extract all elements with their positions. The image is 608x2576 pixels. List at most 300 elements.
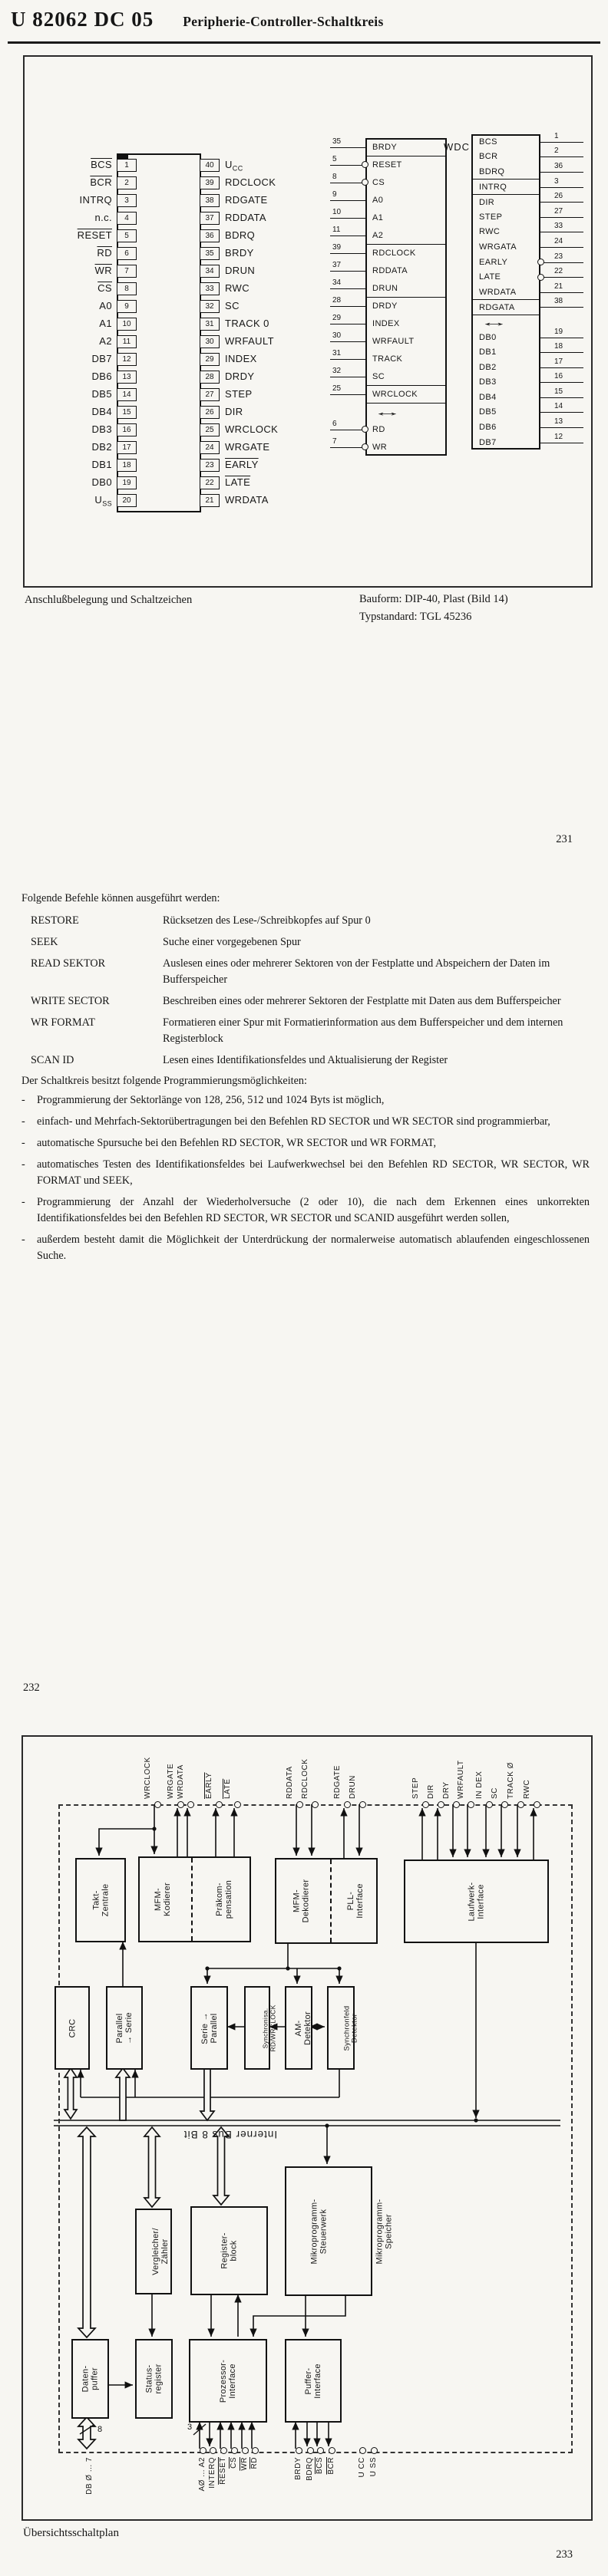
pin-wire: 5 [330, 156, 365, 173]
symbol-row [471, 344, 583, 360]
command-desc: Formatieren einer Spur mit Formatierinformation aus dem Bufferspeicher und dem internen Registerblock [163, 1016, 563, 1045]
terminal: LATE [234, 1801, 240, 1807]
pin-wire: 19 [540, 330, 583, 345]
pin-number: 37 [200, 212, 220, 225]
command-name: WRITE SECTOR [31, 995, 110, 1007]
signal-label: BCS [479, 137, 497, 147]
signal-label: DB3 [479, 377, 497, 387]
pin-wire: 2 [540, 150, 583, 165]
terminal-circle [312, 1801, 319, 1808]
dip-pin-row [200, 192, 299, 209]
pin-wire: 9 [330, 191, 365, 209]
signal-label: DB2 [479, 362, 497, 372]
terminal: EARLY [216, 1801, 222, 1807]
bauform: Bauform: DIP-40, Plast (Bild 14) [359, 593, 508, 605]
signal-label: WRCLOCK [365, 385, 447, 404]
signal-label: TRACK [372, 354, 403, 364]
dip-pin-row [200, 456, 299, 474]
pin-label: RDCLOCK [225, 176, 276, 188]
terminal-circle [242, 2447, 249, 2454]
dash-marker: - [21, 1094, 25, 1106]
terminal: U SS [371, 2447, 377, 2453]
pin-wire: 8 [330, 173, 365, 191]
command-desc: Auslesen eines oder mehrerer Sektoren von der Festplatte und Abspeichern der Daten im Bufferspeicher [163, 957, 550, 986]
symbol-row [471, 269, 583, 285]
dip-pin-row [200, 368, 299, 386]
inversion-bubble [362, 443, 368, 450]
symbol-row [330, 173, 447, 191]
pin-wire: 38 [540, 300, 583, 315]
symbol-row [330, 403, 447, 420]
signal-label: BDRQ [479, 166, 505, 176]
pin-wire: 6 [330, 420, 365, 438]
dip-pin-row [46, 192, 137, 209]
pin-number: 31 [200, 318, 220, 331]
dip-pin-row [46, 404, 137, 421]
diagram-block: AM- Detektor [285, 1986, 312, 2070]
dip-pin-row [200, 421, 299, 439]
pin-label: DB0 [91, 476, 112, 488]
dash-marker: - [21, 1196, 25, 1208]
page-number-231: 231 [556, 833, 573, 845]
pin-wire: 29 [330, 315, 365, 332]
dip-pin-row [46, 421, 137, 439]
pin-label: $\overline{RD}$ [97, 246, 112, 259]
symbol-row [330, 262, 447, 279]
command-list [31, 913, 590, 1069]
signal-label: SC [372, 371, 385, 381]
dip-pin-row [46, 368, 137, 386]
pin-wire: 31 [330, 350, 365, 367]
terminal: BRDY [296, 2447, 302, 2453]
pin-number: 12 [117, 353, 137, 366]
dip-pin-row [46, 245, 137, 262]
terminal: RESET [220, 2447, 226, 2453]
terminal-circle [422, 1801, 429, 1808]
symbol-row [330, 350, 447, 367]
body-text-231 [21, 617, 590, 619]
diagram-block: Synchronfeld Detektor [327, 1986, 355, 2070]
pin-label: WRDATA [225, 493, 269, 506]
terminal: $\overline{WR}$ [242, 2447, 248, 2453]
dip-pin-row [46, 474, 137, 492]
signal-label: A1 [372, 212, 384, 222]
pin-wire: 33 [540, 225, 583, 240]
pin-number: 34 [200, 265, 220, 278]
dip-pin-row [200, 439, 299, 456]
signal-label: DB4 [479, 392, 497, 402]
pin-number: 19 [117, 476, 137, 489]
symbol-row [471, 176, 583, 195]
feature-item: - Programmierung der Anzahl der Wiederholversuche (2 oder 10), die nach dem Erkennen eines unkorrekten Identifikationsfeldes bei den Befehlen RD SECTOR, WR SECTOR und SCANID ausgeführt werden sollen, [21, 1194, 590, 1227]
terminal: $\overline{CS}$ [231, 2447, 237, 2453]
pin-wire: 34 [330, 279, 365, 297]
signal-label: EARLY [479, 257, 508, 267]
pin-wire: 3 [540, 180, 583, 195]
pin-label: DB5 [91, 387, 112, 400]
dip-pin-row [46, 280, 137, 298]
part-number: U 82062 DC 05 [11, 8, 154, 31]
inversion-bubble [362, 179, 368, 186]
symbol-row [471, 282, 583, 300]
pin-wire: 26 [540, 194, 583, 209]
symbol-row [471, 206, 583, 225]
diagram-block: Prozessor- Interface [189, 2339, 267, 2423]
pin-wire: 32 [330, 367, 365, 385]
dip-pin-row [46, 156, 137, 174]
symbol-row [471, 357, 583, 375]
symbol-row [330, 297, 447, 315]
signal-label: DRUN [372, 283, 398, 293]
symbol-row [471, 161, 583, 180]
dip-pin-row [46, 456, 137, 474]
pin-number: 22 [200, 476, 220, 489]
pin-number: 23 [200, 459, 220, 472]
pin-wire: 12 [540, 435, 583, 450]
page-title: Peripherie-Controller-Schaltkreis [183, 14, 384, 29]
diagram-block: Takt- Zentrale [75, 1858, 126, 1942]
pin-label: $U_{SS}$ [94, 493, 112, 508]
pin-wire: 7 [330, 438, 365, 456]
terminal-circle [371, 2447, 378, 2454]
symbol-row [471, 236, 583, 255]
terminal: RDCLOCK [312, 1801, 318, 1807]
pin-label: LATE [225, 476, 251, 488]
pin-number: 1 [117, 159, 137, 172]
symbol-row [471, 327, 583, 345]
terminal: RDDATA [296, 1801, 302, 1807]
signal-label: RESET [365, 156, 447, 174]
terminal: $\overline{BCR}$ [329, 2447, 335, 2453]
pin-wire: 14 [540, 405, 583, 420]
inversion-bubble [362, 426, 368, 433]
signal-label: CS [372, 177, 385, 187]
terminal-circle [453, 1801, 460, 1808]
command-desc: Lesen eines Identifikationsfeldes und Aktualisierung der Register [163, 1054, 448, 1066]
terminal: WRGATE [177, 1801, 183, 1807]
inversion-bubble [537, 259, 544, 265]
pin-label: $U_{CC}$ [225, 158, 243, 173]
terminal: WRDATA [187, 1801, 193, 1807]
dip-pin-row [200, 280, 299, 298]
dip-pin-row [200, 351, 299, 368]
pin-wire: 27 [540, 209, 583, 225]
symbol-row [471, 147, 583, 165]
block-divider [191, 1858, 193, 1941]
signal-label: RD [372, 424, 385, 434]
mikroprogramm-block: Mikroprogramm- Steuerwerk Mikroprogramm- Speicher [285, 2166, 372, 2296]
block-diagram [21, 1735, 593, 2521]
signal-label: WRFAULT [372, 336, 415, 346]
pin-number: 2 [117, 176, 137, 189]
pin-label: $\overline{BCS}$ [91, 158, 112, 170]
command-desc: Suche einer vorgegebenen Spur [163, 936, 301, 948]
pin-number: 8 [117, 282, 137, 295]
feature-list [21, 1092, 590, 1264]
pin-label: DIR [225, 405, 243, 417]
pin-wire: 23 [540, 255, 583, 270]
dip-pin-row [200, 174, 299, 192]
pin-number: 25 [200, 423, 220, 436]
diagram-caption: Übersichtsschaltplan [23, 2527, 119, 2539]
terminal-circle [534, 1801, 540, 1808]
pin-number: 14 [117, 388, 137, 401]
diagram-split-block: MFM- Dekodierer PLL- Interface [275, 1858, 378, 1944]
symbol-row [471, 297, 583, 315]
terminal: INTERQ [210, 2447, 216, 2453]
pin-wire: 10 [330, 209, 365, 226]
page-number-232: 232 [23, 1682, 40, 1694]
pin-number: 5 [117, 229, 137, 242]
terminal-circle [296, 1801, 303, 1808]
diagram-block: Puffer- Interface [285, 2339, 342, 2423]
pin-wire: 24 [540, 239, 583, 255]
symbol-row [471, 417, 583, 435]
pin-wire: 1 [540, 134, 583, 150]
pin-wire: 30 [330, 332, 365, 350]
dip-left-pins [46, 156, 137, 509]
pin-number: 35 [200, 247, 220, 260]
signal-label: BCR [479, 152, 498, 162]
command-name: READ SEKTOR [31, 957, 106, 970]
pin-label: DB4 [91, 405, 112, 417]
signal-label: RWC [479, 227, 501, 237]
diagram-block: Daten- puffer [71, 2339, 109, 2419]
pin-number: 21 [200, 494, 220, 507]
pin-label: $\overline{BCR}$ [90, 176, 112, 188]
pin-label: DB2 [91, 440, 112, 453]
inversion-bubble [362, 161, 368, 168]
symbol-row [330, 156, 447, 173]
pin-number: 29 [200, 353, 220, 366]
command-desc: Beschreiben eines oder mehrerer Sektoren der Festplatte mit Daten aus dem Bufferspeicher [163, 995, 561, 1007]
package-info [359, 591, 508, 626]
signal-label: DB5 [479, 407, 497, 417]
pin-number: 9 [117, 300, 137, 313]
pin-label: WRGATE [225, 440, 270, 453]
dip-pin-row [200, 209, 299, 227]
svg-text:3: 3 [187, 2423, 193, 2432]
terminal-circle [329, 2447, 335, 2454]
schaltzeichen [330, 130, 583, 468]
signal-label: RDCLOCK [365, 244, 447, 262]
pin-number: 10 [117, 318, 137, 331]
pin-number: 6 [117, 247, 137, 260]
pin-wire: 17 [540, 360, 583, 375]
terminal: WRCLOCK [154, 1801, 160, 1807]
pin-number: 11 [117, 335, 137, 348]
pin-wire: 36 [540, 164, 583, 180]
signal-label: INDEX [372, 318, 400, 328]
pin-number: 7 [117, 265, 137, 278]
diagram-block: Serie → Parallel [190, 1986, 228, 2070]
pin-label: BRDY [225, 246, 254, 259]
dip-pin-row [200, 404, 299, 421]
terminal: RWC [534, 1801, 540, 1807]
dash-marker: - [21, 1234, 25, 1246]
terminal: U CC [359, 2447, 365, 2453]
terminal: WRFAULT [468, 1801, 474, 1807]
pin-label: TRACK 0 [225, 317, 269, 329]
symbol-row [330, 332, 447, 350]
dip-pin-row [46, 333, 137, 351]
signal-label: ↔ [471, 315, 540, 331]
pin-wire: 11 [330, 226, 365, 244]
symbol-row [330, 191, 447, 209]
terminal-circle [468, 1801, 474, 1808]
pin-label: DB3 [91, 423, 112, 435]
symbol-row [471, 315, 583, 330]
terminal-circle [210, 2447, 216, 2454]
pin-number: 17 [117, 441, 137, 454]
dip-pin-row [200, 474, 299, 492]
signal-label: STEP [479, 212, 503, 222]
figure1-caption: Anschlußbelegung und Schaltzeichen [25, 594, 193, 606]
pin-label: SC [225, 299, 240, 311]
pin-label: $\overline{CS}$ [97, 282, 112, 294]
dip-pin-row [200, 156, 299, 174]
symbol-row [471, 372, 583, 390]
pin-number: 38 [200, 194, 220, 207]
pin-label: RDGATE [225, 193, 268, 206]
terminal-circle [200, 2447, 207, 2454]
feature-item: - automatische Spursuche bei den Befehlen RD SECTOR, WR SECTOR und WR FORMAT, [21, 1135, 590, 1151]
terminal-circle [296, 2447, 302, 2454]
pin-wire: 28 [330, 297, 365, 315]
terminal: TRACK Ø [517, 1801, 524, 1807]
pin-label: EARLY [225, 458, 259, 470]
terminal: SC [501, 1801, 507, 1807]
symbol-row [330, 315, 447, 332]
wdc-label: WDC [444, 141, 471, 153]
symbol-row [471, 131, 583, 150]
pin-number: 27 [200, 388, 220, 401]
symbol-left-box [330, 138, 447, 456]
terminal-circle [220, 2447, 227, 2454]
dip-pin-row [46, 209, 137, 227]
feature-item: - Programmierung der Sektorlänge von 128, 256, 512 und 1024 Byts ist möglich, [21, 1092, 590, 1108]
typstandard: Typstandard: TGL 45236 [359, 611, 472, 623]
dash-marker: - [21, 1158, 25, 1171]
feature-item: - einfach- und Mehrfach-Sektorübertragungen bei den Befehlen RD SECTOR und WR SECTOR sind programmierbar, [21, 1114, 590, 1130]
dip-pin-row [200, 298, 299, 315]
dip-pin-row [46, 439, 137, 456]
diagram-split-block: MFM- Kodierer Präkom- pensation [138, 1856, 251, 1942]
pin-number: 13 [117, 371, 137, 384]
feature-item: - außerdem besteht damit die Möglichkeit der Unterdrückung der normalerweise automatisch ablaufenden eingeschlossenen Suche. [21, 1232, 590, 1264]
signal-label: INTRQ [471, 179, 540, 195]
signal-label: A0 [372, 195, 384, 205]
signal-label: LATE [479, 272, 501, 282]
signal-label: WRDATA [479, 287, 517, 297]
pin-wire: 21 [540, 285, 583, 300]
terminal-circle [517, 1801, 524, 1808]
diagram-block: Register- block [190, 2206, 268, 2295]
signal-label: WRGATA [479, 242, 517, 252]
pin-wire: 25 [330, 385, 365, 403]
terminal-circle [486, 1801, 493, 1808]
dash-marker: - [21, 1137, 25, 1149]
dip-pin-row [200, 386, 299, 404]
terminal: STEP [422, 1801, 428, 1807]
pin-wire: 18 [540, 344, 583, 360]
symbol-row [471, 402, 583, 420]
pin-wire: 22 [540, 269, 583, 285]
signal-label: RDDATA [372, 265, 408, 275]
pin-number: 15 [117, 406, 137, 419]
pin-wire: 15 [540, 390, 583, 405]
dip-pin-row [200, 315, 299, 333]
pin-number: 36 [200, 229, 220, 242]
symbol-right-box [471, 131, 583, 450]
symbol-row [471, 222, 583, 240]
block-divider [330, 1860, 332, 1942]
terminal-circle [438, 1801, 444, 1808]
diagram-block: Synchronisa. RD/WRCLOCK [244, 1986, 270, 2070]
terminal: BDRQ [307, 2447, 313, 2453]
terminal-circle [177, 1801, 184, 1808]
pin-label: $\overline{WR}$ [94, 264, 112, 276]
symbol-row [471, 194, 583, 209]
terminal-circle [187, 1801, 194, 1808]
pinout-figure [23, 55, 593, 588]
signal-label: RDGATA [471, 299, 540, 315]
pin-number: 28 [200, 371, 220, 384]
pin-wire: 35 [330, 138, 365, 156]
command-name: SCAN ID [31, 1054, 74, 1066]
dip-pin-row [46, 492, 137, 509]
dip-pin-row [46, 262, 137, 280]
signal-label: ↔ [365, 403, 447, 421]
pin-number: 16 [117, 423, 137, 436]
terminal: RDGATE [344, 1801, 350, 1807]
symbol-row [330, 226, 447, 244]
dip-right-pins [200, 156, 299, 509]
pin-label: A0 [99, 299, 112, 311]
pin-number: 33 [200, 282, 220, 295]
terminal-circle [231, 2447, 238, 2454]
pin-number: 4 [117, 212, 137, 225]
symbol-row [330, 367, 447, 385]
pin-label: INDEX [225, 352, 257, 364]
symbol-row [471, 387, 583, 405]
terminal-circle [307, 2447, 314, 2454]
symbol-row [330, 420, 447, 438]
pin-wire: 16 [540, 375, 583, 390]
pin-label: n.c. [94, 211, 112, 223]
terminal: DIR [438, 1801, 444, 1807]
terminal-circle [154, 1801, 161, 1808]
pin-label: DRDY [225, 370, 255, 382]
pin-label: WRFAULT [225, 334, 274, 347]
pin-number: 24 [200, 441, 220, 454]
terminal: DB Ø ... 7 [85, 2457, 94, 2495]
pin-label: INTRQ [79, 193, 112, 206]
symbol-row [330, 209, 447, 226]
pin-number: 30 [200, 335, 220, 348]
terminal: AØ ... A2 [200, 2447, 206, 2453]
feature-item: - automatisches Testen des Identifikationsfeldes bei Laufwerkwechsel bei den Befehlen RD SECTOR, WR SECTOR, WR FORMAT und SEEK, [21, 1157, 590, 1189]
symbol-row [330, 279, 447, 297]
terminal: $\overline{RD}$ [252, 2447, 258, 2453]
pin-label: DRUN [225, 264, 256, 276]
signal-label: A2 [372, 230, 384, 240]
signal-label: DB7 [479, 437, 497, 447]
signal-label: DB6 [479, 423, 497, 433]
symbol-row [471, 432, 583, 450]
body-text-232 [21, 888, 590, 1270]
pin-wire [330, 403, 365, 420]
